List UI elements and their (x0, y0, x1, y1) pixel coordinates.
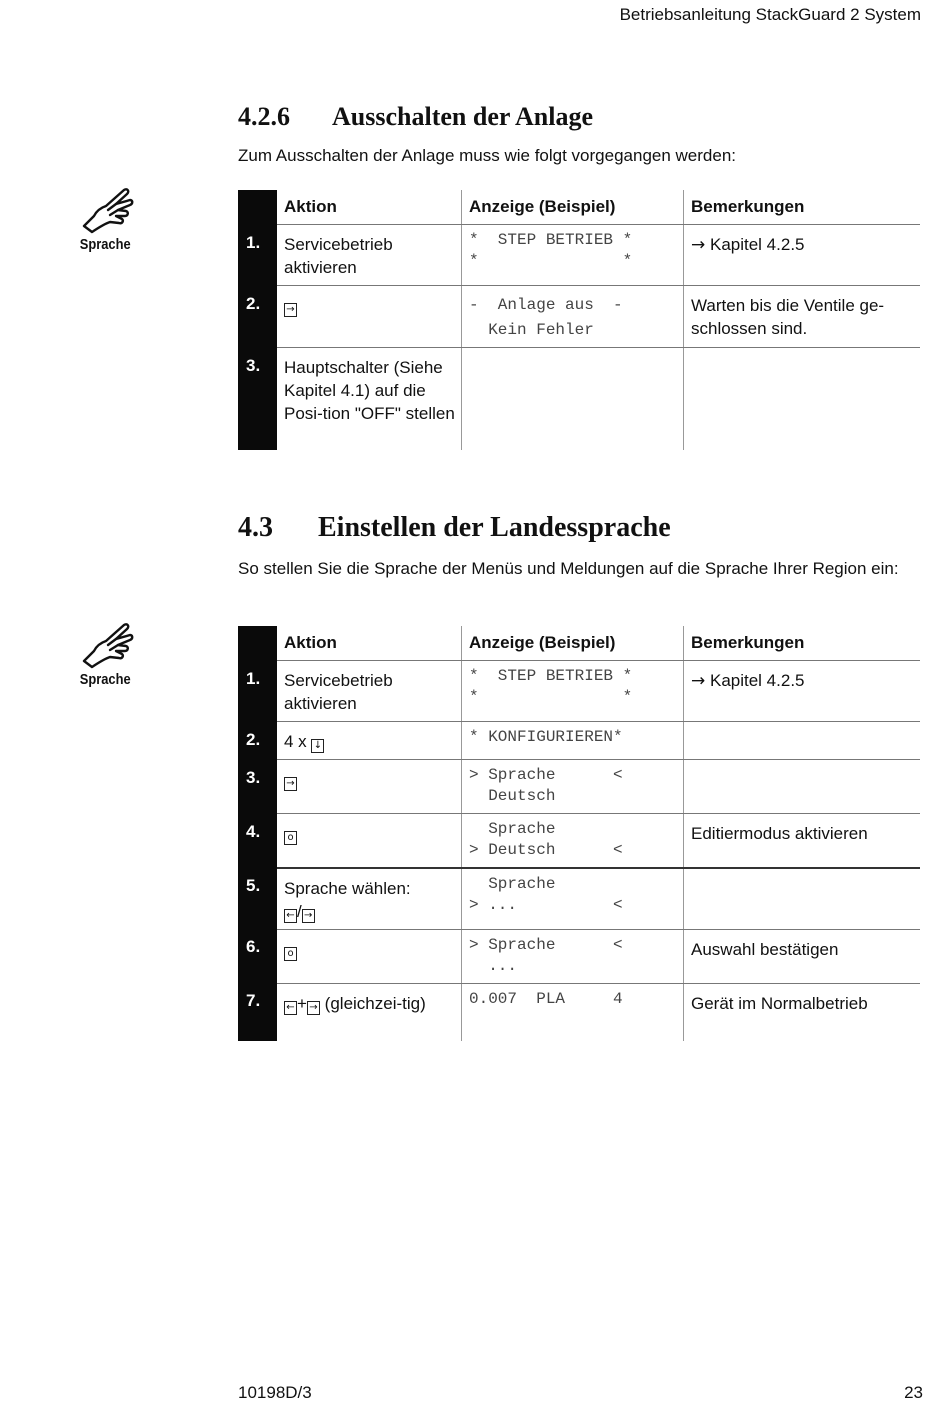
step-action: Servicebetrieb aktivieren (277, 225, 462, 286)
page-header: Betriebsanleitung StackGuard 2 System (619, 5, 921, 24)
step-remark (684, 722, 921, 760)
step-action (277, 722, 462, 760)
step-remark (684, 348, 921, 450)
language-hint-icon (78, 186, 140, 253)
table-row (238, 348, 920, 450)
step-number: 4. (238, 814, 277, 868)
step-display: > Sprache < Deutsch (462, 760, 684, 814)
table-row (238, 814, 920, 868)
step-action (277, 929, 462, 983)
column-header-display: Anzeige (Beispiel) (462, 626, 684, 661)
action-text: 4 x (284, 732, 307, 751)
column-header-remarks: Bemerkungen (684, 190, 921, 225)
step-action: Hauptschalter (Siehe Kapitel 4.1) auf die Posi-tion "OFF" stellen (277, 348, 462, 450)
key-right-icon: → (307, 1001, 320, 1015)
step-display: * KONFIGURIEREN* (462, 722, 684, 760)
step-display: - Anlage aus - Kein Fehler (462, 286, 684, 348)
table-row (238, 225, 920, 286)
table-header-row (238, 626, 920, 661)
table-row (238, 929, 920, 983)
step-action: Servicebetrieb aktivieren (277, 661, 462, 722)
remark-text: Kapitel 4.2.5 (709, 671, 805, 690)
document-id: 10198D/3 (238, 1383, 312, 1402)
step-number: 5. (238, 868, 277, 930)
step-number: 2. (238, 722, 277, 760)
pointing-hand-icon (80, 621, 136, 671)
step-number: 1. (238, 225, 277, 286)
step-display: > Sprache < ... (462, 929, 684, 983)
section-number: 4.3 (238, 512, 273, 543)
table-row (238, 983, 920, 1041)
steps-table-language (238, 626, 920, 1041)
side-icon-label: Sprache (79, 236, 131, 253)
column-header-action: Aktion (277, 190, 462, 225)
action-text: (gleichzei-tig) (324, 993, 426, 1013)
section-heading-4-3 (238, 512, 671, 544)
key-left-icon: ← (284, 1001, 297, 1015)
table-row (238, 722, 920, 760)
step-action: ← + → (gleichzei-tig) (277, 983, 462, 1041)
section-heading-4-2-6 (238, 102, 593, 132)
table-row (238, 760, 920, 814)
step-number: 3. (238, 760, 277, 814)
step-remark (684, 868, 921, 930)
step-number: 3. (238, 348, 277, 450)
table-row (238, 286, 920, 348)
key-right-icon: → (284, 303, 297, 317)
section-intro: Zum Ausschalten der Anlage muss wie folgt vorgegangen werden: (238, 146, 737, 165)
steps-table-shutdown (238, 190, 920, 450)
column-header-display: Anzeige (Beispiel) (462, 190, 684, 225)
step-display (462, 348, 684, 450)
step-remark (684, 760, 921, 814)
column-header-remarks: Bemerkungen (684, 626, 921, 661)
step-display: 0.007 PLA 4 (462, 983, 684, 1041)
action-text: Sprache wählen: (284, 878, 411, 898)
step-action: Sprache wählen: ← / → (277, 868, 462, 930)
step-number: 2. (238, 286, 277, 348)
column-header-action: Aktion (277, 626, 462, 661)
language-hint-icon (78, 621, 140, 688)
step-remark: Gerät im Normalbetrieb (691, 993, 868, 1013)
pointing-hand-icon (80, 186, 136, 236)
arrow-right-icon: → (691, 235, 706, 255)
side-icon-label: Sprache (79, 671, 131, 688)
section-title: Einstellen der Landessprache (318, 512, 671, 543)
step-action (277, 286, 462, 348)
step-display: Sprache > Deutsch < (462, 814, 684, 868)
table-row (238, 661, 920, 722)
table-header-row (238, 190, 920, 225)
step-action (277, 814, 462, 868)
step-remark: Editiermodus aktivieren (684, 814, 921, 868)
step-remark (684, 661, 921, 722)
remark-text: Kapitel 4.2.5 (709, 235, 805, 254)
step-remark: Auswahl bestätigen (684, 929, 921, 983)
key-down-icon: ↓ (311, 739, 324, 753)
key-right-icon: → (302, 909, 315, 923)
step-number: 1. (238, 661, 277, 722)
step-remark: Warten bis die Ventile ge-schlossen sind. (684, 286, 921, 348)
key-right-icon: → (284, 777, 297, 791)
step-column-header (238, 190, 277, 225)
step-display: Sprache > ... < (462, 868, 684, 930)
section-title: Ausschalten der Anlage (332, 102, 593, 131)
step-action (277, 760, 462, 814)
key-ok-icon: o (284, 947, 297, 961)
step-remark (684, 225, 921, 286)
arrow-right-icon: → (691, 671, 706, 691)
step-display: * STEP BETRIEB * * * (462, 661, 684, 722)
step-number: 7. (238, 983, 277, 1041)
table-row (238, 868, 920, 930)
key-ok-icon: o (284, 831, 297, 845)
step-column-header (238, 626, 277, 661)
step-display: * STEP BETRIEB * * * (462, 225, 684, 286)
section-number: 4.2.6 (238, 102, 290, 131)
key-left-icon: ← (284, 909, 297, 923)
page-number: 23 (904, 1383, 923, 1402)
step-number: 6. (238, 929, 277, 983)
section-intro: So stellen Sie die Sprache der Menüs und Meldungen auf die Sprache Ihrer Region ein: (238, 559, 899, 578)
